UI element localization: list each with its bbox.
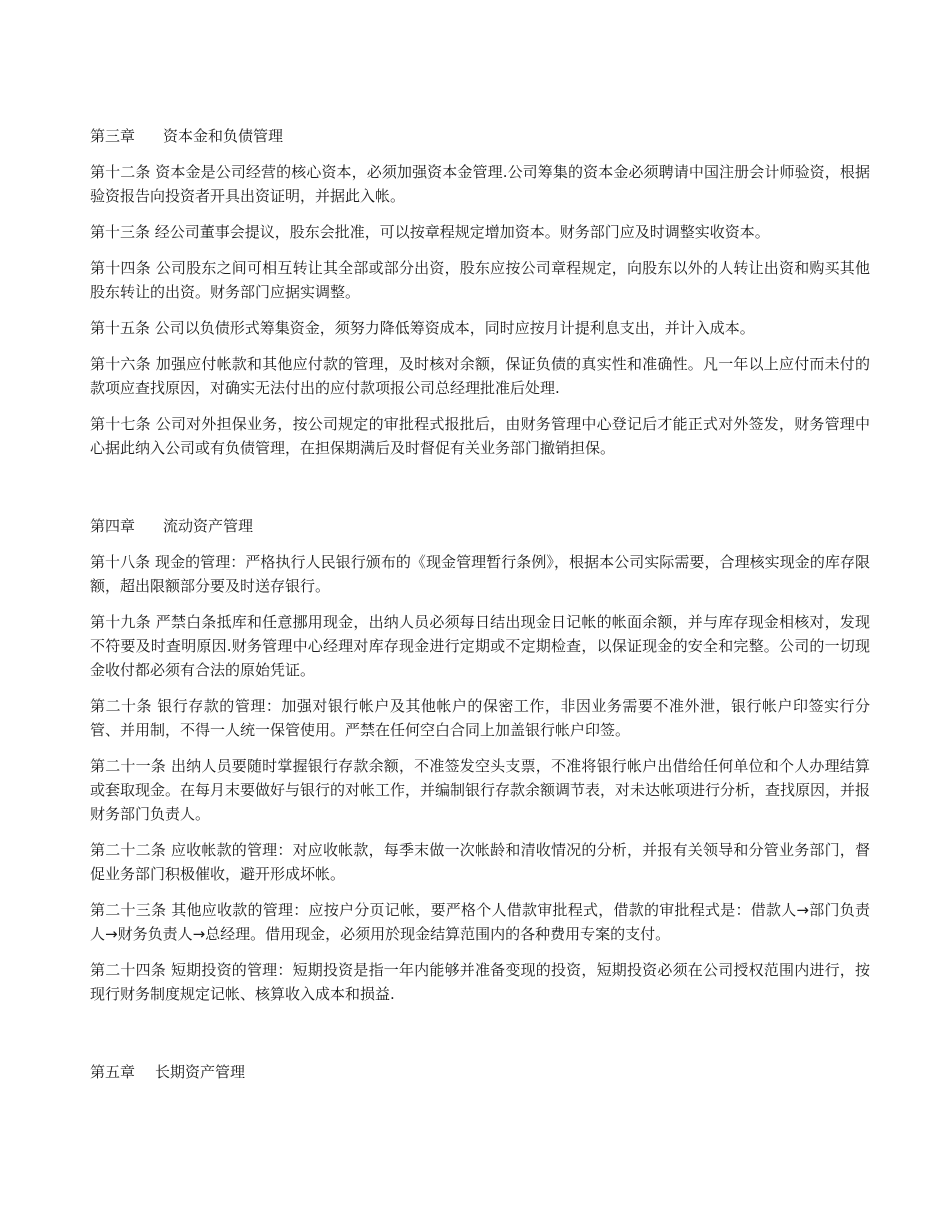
article-paragraph: 第二十条 银行存款的管理：加强对银行帐户及其他帐户的保密工作，非因业务需要不准外泄，银行帐户印签实行分管、并用制，不得一人统一保管使用。严禁在任何空白合同上加盖银行帐户印签。 [90, 697, 870, 739]
article-paragraph: 第二十三条 其他应收款的管理：应按户分页记帐，要严格个人借款审批程式，借款的审批程式是：借款人→部门负责人→财务负责人→总经理。借用现金，必须用於现金结算范围内的各种费用专案的支付。 [90, 901, 870, 943]
article-paragraph: 第十七条 公司对外担保业务，按公司规定的审批程式报批后，由财务管理中心登记后才能正式对外签发，财务管理中心据此纳入公司或有负债管理，在担保期满后及时督促有关业务部门撤销担保。 [90, 415, 870, 457]
chapter-title: 长期资产管理 [155, 1063, 246, 1081]
article-paragraph: 第十六条 加强应付帐款和其他应付款的管理，及时核对余额，保证负债的真实性和准确性。凡一年以上应付而未付的款项应查找原因，对确实无法付出的应付款项报公司总经理批准后处理. [90, 355, 870, 397]
chapter-title: 资本金和负债管理 [163, 127, 284, 145]
article-paragraph: 第十四条 公司股东之间可相互转让其全部或部分出资，股东应按公司章程规定，向股东以外的人转让出资和购买其他股东转让的出资。财务部门应据实调整。 [90, 259, 870, 301]
chapter-number: 第五章 [90, 1063, 136, 1081]
article-paragraph: 第二十四条 短期投资的管理：短期投资是指一年内能够并准备变现的投资，短期投资必须在公司授权范围内进行，按现行财务制度规定记帐、核算收入成本和损益. [90, 961, 870, 1003]
article-paragraph: 第十九条 严禁白条抵库和任意挪用现金，出纳人员必须每日结出现金日记帐的帐面余额，并与库存现金相核对，发现不符要及时查明原因.财务管理中心经理对库存现金进行定期或不定期检查，以保证现金的安全和完整。公司的一切现金收付都必须有合法的原始凭证。 [90, 613, 870, 679]
article-paragraph: 第十八条 现金的管理：严格执行人民银行颁布的《现金管理暂行条例》，根据本公司实际需要，合理核实现金的库存限额，超出限额部分要及时送存银行。 [90, 553, 870, 595]
document-page [90, 124, 870, 1084]
chapter-heading [90, 124, 870, 148]
chapter-heading [90, 1060, 870, 1084]
chapter-heading [90, 514, 870, 538]
article-paragraph: 第二十二条 应收帐款的管理：对应收帐款，每季末做一次帐龄和清收情况的分析，并报有关领导和分管业务部门，督促业务部门积极催收，避开形成坏帐。 [90, 841, 870, 883]
chapter-number: 第四章 [90, 517, 136, 535]
chapter-number: 第三章 [90, 127, 136, 145]
chapter-title: 流动资产管理 [163, 517, 254, 535]
article-paragraph: 第十五条 公司以负债形式筹集资金，须努力降低筹资成本，同时应按月计提利息支出，并计入成本。 [90, 319, 755, 337]
article-paragraph: 第十二条 资本金是公司经营的核心资本，必须加强资本金管理.公司筹集的资本金必须聘请中国注册会计师验资，根据验资报告向投资者开具出资证明，并据此入帐。 [90, 163, 870, 205]
article-paragraph: 第二十一条 出纳人员要随时掌握银行存款余额，不准签发空头支票，不准将银行帐户出借给任何单位和个人办理结算或套取现金。在每月末要做好与银行的对帐工作，并编制银行存款余额调节表，对未达帐项进行分析，查找原因，并报财务部门负责人。 [90, 757, 871, 823]
article-paragraph: 第十三条 经公司董事会提议，股东会批准，可以按章程规定增加资本。财务部门应及时调整实收资本。 [90, 223, 770, 241]
